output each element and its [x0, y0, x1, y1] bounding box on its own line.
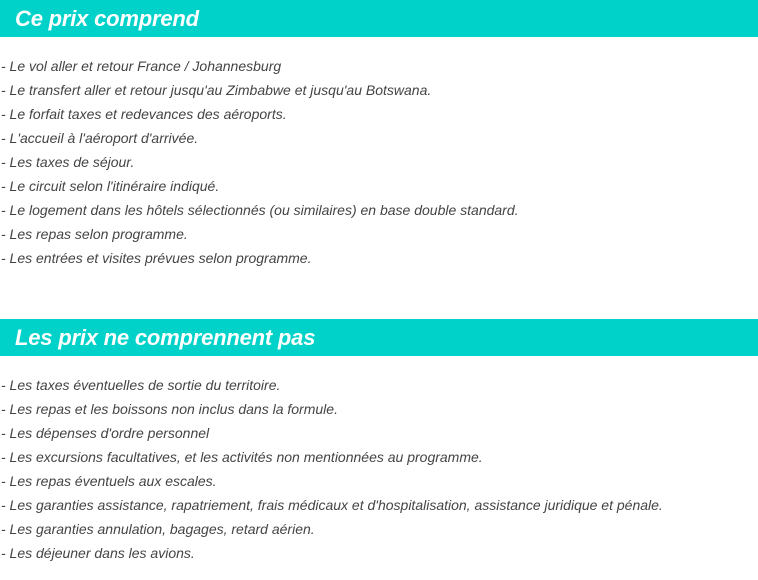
excluded-title: Les prix ne comprennent pas: [15, 324, 316, 350]
list-item: - Les déjeuner dans les avions.: [1, 545, 195, 561]
list-item: - Le circuit selon l'itinéraire indiqué.: [1, 178, 220, 194]
list-item: - Les garanties assistance, rapatriement, frais médicaux et d'hospitalisation, assistance juridique et pénale.: [1, 497, 663, 513]
list-item: - Le vol aller et retour France / Johannesburg: [1, 58, 282, 74]
included-section: [0, 0, 758, 266]
list-item: - Les repas éventuels aux escales.: [1, 473, 217, 489]
list-item: - Le forfait taxes et redevances des aéroports.: [1, 106, 287, 122]
list-item: - Les taxes de séjour.: [1, 154, 135, 170]
excluded-list: [1, 373, 663, 565]
list-item: - L'accueil à l'aéroport d'arrivée.: [1, 130, 199, 146]
excluded-header: [0, 319, 758, 356]
included-header: [0, 0, 758, 37]
list-item: - Le transfert aller et retour jusqu'au Zimbabwe et jusqu'au Botswana.: [1, 82, 432, 98]
excluded-section: [0, 319, 758, 561]
list-item: - Les garanties annulation, bagages, retard aérien.: [1, 521, 315, 537]
list-item: - Les taxes éventuelles de sortie du territoire.: [1, 377, 281, 393]
list-item: - Les entrées et visites prévues selon programme.: [1, 250, 312, 266]
included-title: Ce prix comprend: [15, 5, 199, 31]
list-item: - Le logement dans les hôtels sélectionnés (ou similaires) en base double standard.: [1, 202, 519, 218]
included-list: [1, 54, 519, 270]
list-item: - Les excursions facultatives, et les activités non mentionnées au programme.: [1, 449, 483, 465]
list-item: - Les dépenses d'ordre personnel: [1, 425, 210, 441]
list-item: - Les repas et les boissons non inclus dans la formule.: [1, 401, 338, 417]
list-item: - Les repas selon programme.: [1, 226, 188, 242]
